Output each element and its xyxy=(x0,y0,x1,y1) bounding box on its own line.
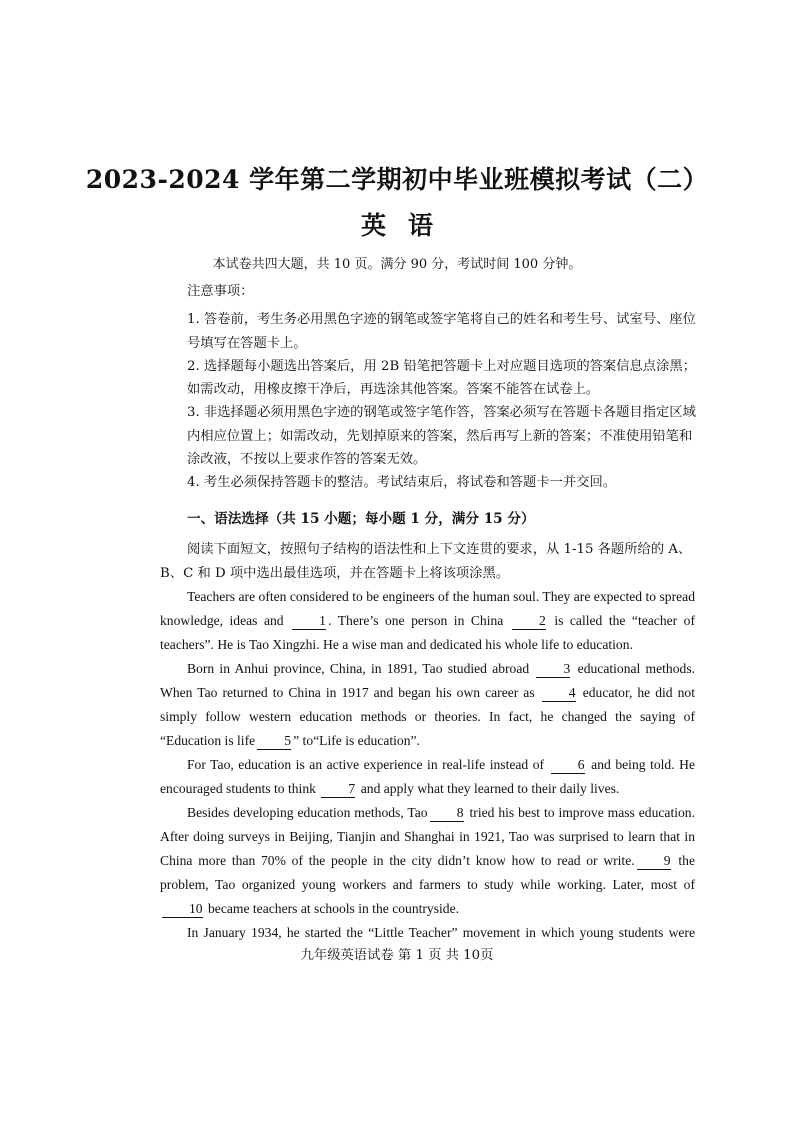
notes-item-3: 3. 非选择题必须用黑色字迹的钢笔或签字笔作答，答案必须写在答题卡各题目指定区域内相应位置上；如需改动，先划掉原来的答案，然后再写上新的答案；不准使用铅笔和涂改液，不按以上要求作答的答案无效。 xyxy=(187,405,696,468)
passage-text: the problem, Tao organized young workers and farmers to study while working. Later, most of xyxy=(160,853,695,892)
passage-paragraph-4 xyxy=(160,801,695,921)
answer-blank-10: 10 xyxy=(162,901,203,918)
section-title: 一、语法选择（共 15 小题；每小题 1 分，满分 15 分） xyxy=(187,511,535,527)
page-footer: 九年级英语试卷 第 1 页 共 10页 xyxy=(300,948,494,963)
instruction-text: 阅读下面短文，按照句子结构的语法性和上下文连贯的要求，从 1-15 各题所给的 A、B、C 和 D 项中选出最佳选项，并在答题卡上将该项涂黑。 xyxy=(160,542,692,581)
passage-text: In January 1934, he started the “Little Teacher” movement in which young students were xyxy=(187,925,695,940)
passage-text: . There’s one person in China xyxy=(328,613,504,628)
passage-paragraph-5 xyxy=(160,921,695,945)
notes-section xyxy=(187,280,697,495)
passage-text: and apply what they learned to their daily lives. xyxy=(360,781,620,796)
answer-blank-6: 6 xyxy=(551,757,585,774)
passage-text: and being told. He encouraged students to think xyxy=(160,757,696,796)
passage-text: Born in Anhui province, China, in 1891, Tao studied abroad xyxy=(187,661,530,676)
passage-text: educational methods. When Tao returned to China in 1917 and began his own career as xyxy=(160,661,696,700)
passage-paragraph-2 xyxy=(160,657,695,753)
answer-blank-8: 8 xyxy=(430,805,464,822)
passage-text: ” to“Life is education”. xyxy=(293,733,420,748)
passage-text: Besides developing education methods, Tao xyxy=(187,805,428,820)
subject-title: 英语 xyxy=(360,211,455,240)
passage-text: For Tao, education is an active experience in real-life instead of xyxy=(187,757,545,772)
exam-info: 本试卷共四大题，共 10 页。满分 90 分，考试时间 100 分钟。 xyxy=(212,257,582,272)
notes-heading: 注意事项： xyxy=(187,284,254,299)
passage-text: is called the “teacher of teachers”. He is Tao Xingzhi. He a wise man and dedicated his whole life to education. xyxy=(160,613,696,652)
answer-blank-7: 7 xyxy=(321,781,355,798)
passage-text: educator, he did not simply follow western education methods or theories. In fact, he changed the saying of “Education is life xyxy=(160,685,695,748)
answer-blank-9: 9 xyxy=(637,853,671,870)
reading-passage xyxy=(160,585,695,945)
answer-blank-4: 4 xyxy=(542,685,576,702)
passage-text: Teachers are often considered to be engineers of the human soul. They are expected to spread knowledge, ideas and xyxy=(160,589,695,628)
notes-item-2: 2. 选择题每小题选出答案后，用 2B 铅笔把答题卡上对应题目选项的答案信息点涂黑；如需改动，用橡皮擦干净后，再选涂其他答案。答案不能答在试卷上。 xyxy=(187,358,696,398)
section-instruction xyxy=(160,538,695,586)
notes-item-1: 1. 答卷前，考生务必用黑色字迹的钢笔或签字笔将自己的姓名和考生号、试室号、座位号填写在答题卡上。 xyxy=(187,312,696,351)
exam-title: 2023-2024 学年第二学期初中毕业班模拟考试（二） xyxy=(85,165,709,194)
passage-text: became teachers at schools in the countryside. xyxy=(208,901,460,916)
passage-paragraph-3 xyxy=(160,753,695,801)
answer-blank-1: 1 xyxy=(292,613,326,630)
passage-text: tried his best to improve mass education. After doing surveys in Beijing, Tianjin and Shanghai in 1921, Tao was surprised to learn that in China more than 70% of the people in the city didn’t know how to read or write. xyxy=(160,805,695,868)
answer-blank-3: 3 xyxy=(536,661,570,678)
notes-item-4: 4. 考生必须保持答题卡的整洁。考试结束后，将试卷和答题卡一并交回。 xyxy=(187,475,617,491)
answer-blank-5: 5 xyxy=(257,733,291,750)
answer-blank-2: 2 xyxy=(512,613,546,630)
passage-paragraph-1 xyxy=(160,585,695,657)
